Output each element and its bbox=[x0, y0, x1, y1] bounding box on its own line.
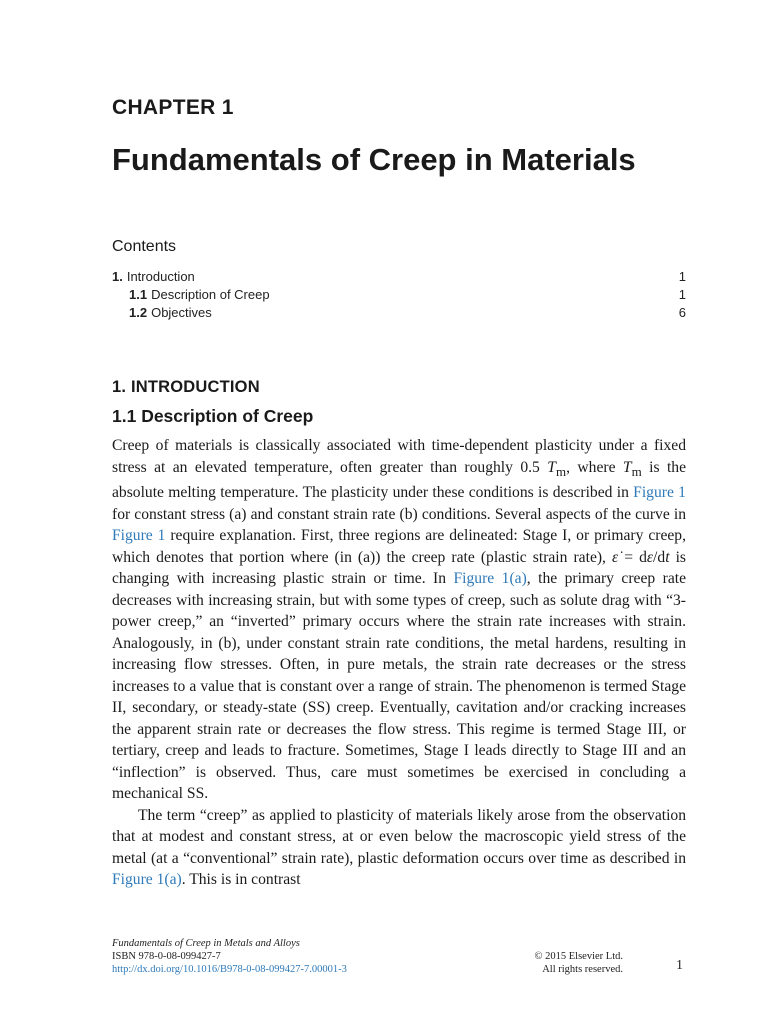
footer-book-title: Fundamentals of Creep in Metals and Alloys bbox=[112, 938, 300, 949]
text-run: = d bbox=[618, 548, 647, 566]
footer-isbn: ISBN 978-0-08-099427-7 bbox=[112, 951, 221, 962]
contents-heading: Contents bbox=[112, 238, 177, 255]
toc-label: Introduction bbox=[126, 269, 195, 284]
text-run: , the primary creep rate decreases with increasing strain, but with some types of creep, such as solute drag with “3-power creep,” an “inverted” primary occurs where the strain rate increases with strain. Analogously, in (b), under constant strain rate conditions, the metal hardens, resulting in increasing flow stresses. Often, in pure metals, the strain rate decreases or the stress increases to a value that is constant over a range of strain. The phenomenon is termed Stage II, secondary, or steady-state (SS) creep. Eventually, cavitation and/or cracking increases the apparent strain rate or decreases the flow stress. This regime is termed Stage III, or tertiary, creep and leads to fracture. Sometimes, Stage I leads directly to Stage III and an “inflection” is observed. Thus, care must sometimes be exercised in concluding a mechanical SS. bbox=[112, 570, 686, 803]
toc-page: 6 bbox=[678, 305, 686, 320]
paragraph-1 bbox=[112, 435, 686, 805]
rights-text: All rights reserved. bbox=[542, 964, 623, 975]
toc-page: 1 bbox=[678, 287, 686, 302]
figure-link[interactable]: Figure 1 bbox=[633, 484, 686, 502]
math-symbol: ε bbox=[646, 548, 654, 566]
text-run: is changing with increasing plastic strain or time. In bbox=[112, 548, 686, 588]
figure-link[interactable]: Figure 1(a) bbox=[453, 570, 527, 588]
toc-item-introduction[interactable] bbox=[112, 268, 686, 286]
body-text bbox=[112, 435, 686, 891]
text-run: is the absolute melting temperature. The plasticity under these conditions is described in bbox=[112, 458, 687, 502]
math-subscript: m bbox=[555, 463, 567, 479]
math-symbol: T bbox=[547, 458, 556, 476]
text-run: , where bbox=[566, 458, 623, 476]
footer-copyright bbox=[505, 950, 623, 976]
toc-label: Description of Creep bbox=[151, 287, 270, 302]
text-run: for constant stress (a) and constant strain rate (b) conditions. Several aspects of the curve in bbox=[112, 505, 686, 523]
math-symbol: T bbox=[622, 458, 632, 476]
toc-number: 1. bbox=[112, 269, 123, 284]
text-run: The term “creep” as applied to plasticity of materials likely arose from the observation that at modest and constant stress, at or even below the macroscopic yield stress of the metal (at a “conventional” strain rate), plastic deformation occurs over time as described in bbox=[112, 806, 686, 867]
footer-doi-link[interactable]: http://dx.doi.org/10.1016/B978-0-08-099427-7.00001-3 bbox=[112, 964, 347, 975]
math-subscript: m bbox=[631, 463, 642, 479]
text-run: . This is in contrast bbox=[181, 871, 301, 889]
toc-page: 1 bbox=[678, 269, 686, 284]
text-run: /d bbox=[653, 548, 666, 566]
text-run: require explanation. First, three regions are delineated: Stage I, or primary creep, which denotes that portion where (in (a)) the creep rate (plastic strain rate), bbox=[112, 527, 686, 566]
figure-link[interactable]: Figure 1 bbox=[112, 527, 166, 545]
subsection-heading: 1.1 Description of Creep bbox=[112, 406, 314, 426]
math-symbol: t bbox=[665, 548, 670, 566]
chapter-title: Fundamentals of Creep in Materials bbox=[112, 142, 636, 177]
chapter-label: CHAPTER 1 bbox=[112, 96, 234, 119]
figure-link[interactable]: Figure 1(a) bbox=[112, 871, 182, 889]
toc-item-objectives[interactable] bbox=[112, 304, 686, 322]
footer-citation bbox=[112, 937, 347, 976]
toc-label: Objectives bbox=[151, 305, 212, 320]
page-number: 1 bbox=[676, 958, 683, 973]
paragraph-2 bbox=[112, 805, 686, 891]
toc-number: 1.1 bbox=[129, 287, 148, 302]
math-symbol: ε̇ bbox=[612, 548, 619, 566]
toc-number: 1.2 bbox=[129, 305, 148, 320]
table-of-contents bbox=[112, 268, 686, 322]
section-heading: 1. INTRODUCTION bbox=[112, 378, 260, 396]
toc-item-description-of-creep[interactable] bbox=[112, 286, 686, 304]
copyright-text: © 2015 Elsevier Ltd. bbox=[534, 951, 623, 962]
text-run: Creep of materials is classically associated with time-dependent plasticity under a fixed stress at an elevated temperature, often greater than roughly 0.5 bbox=[112, 437, 686, 476]
